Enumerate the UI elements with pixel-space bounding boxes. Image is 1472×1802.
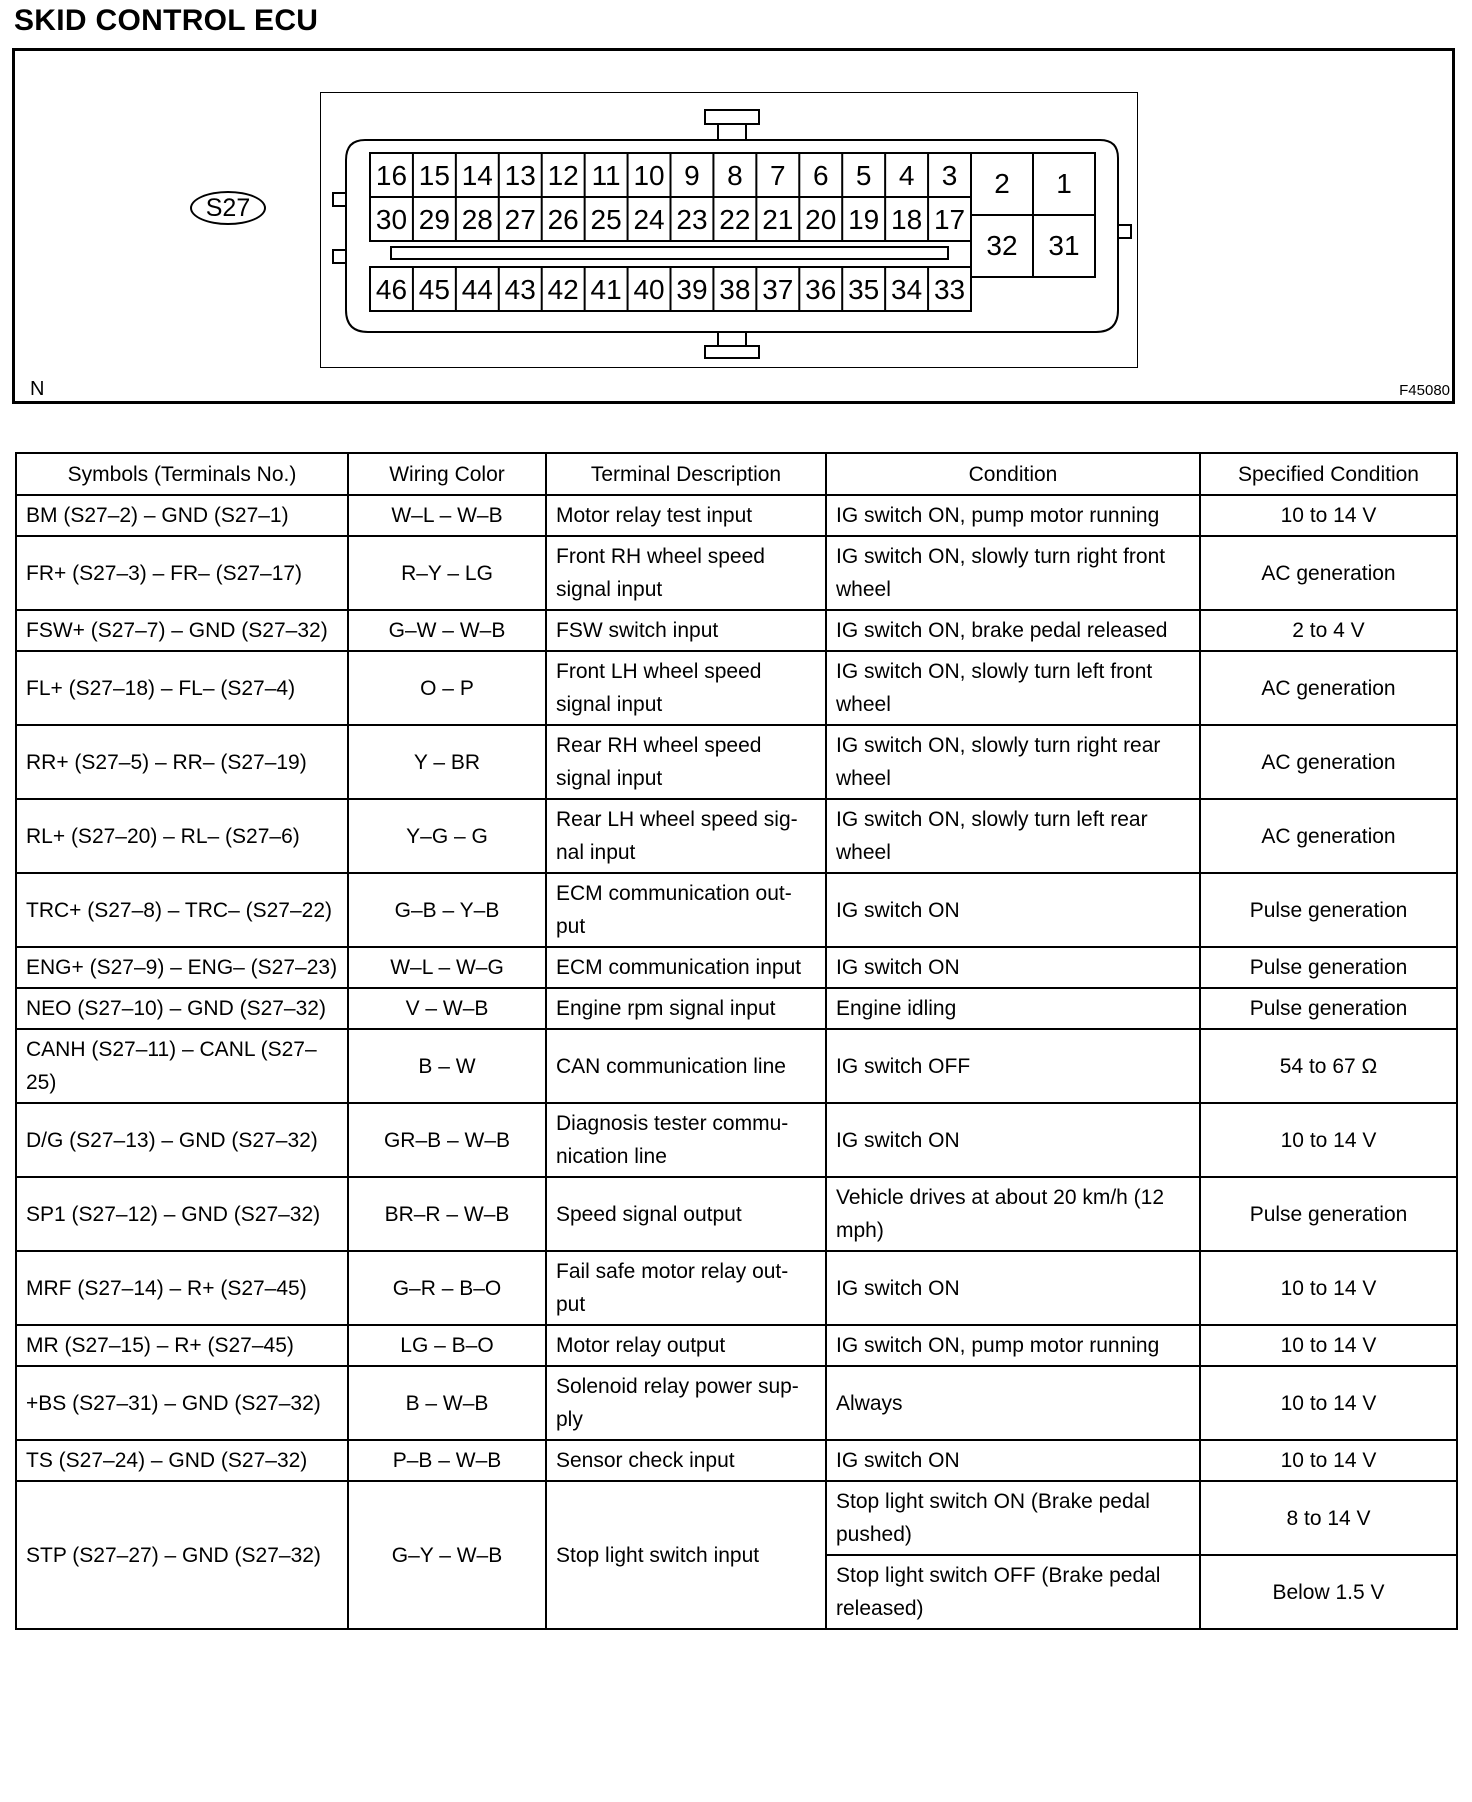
wiring-color-cell: V – W–B — [348, 988, 546, 1029]
left-tab — [333, 193, 346, 206]
wiring-color-cell: R–Y – LG — [348, 536, 546, 610]
pin-32: 32 — [986, 230, 1018, 261]
condition-cell: IG switch ON, brake pedal released — [826, 610, 1200, 651]
pin-14: 14 — [461, 160, 493, 191]
pin-37: 37 — [762, 274, 794, 305]
wiring-color-cell: GR–B – W–B — [348, 1103, 546, 1177]
connector-code-badge: S27 — [190, 191, 266, 225]
symbol-cell: NEO (S27–10) – GND (S27–32) — [16, 988, 348, 1029]
pin-22: 22 — [719, 204, 751, 235]
symbol-cell: MR (S27–15) – R+ (S27–45) — [16, 1325, 348, 1366]
pin-15: 15 — [418, 160, 450, 191]
pin-7: 7 — [770, 160, 786, 191]
pin-26: 26 — [547, 204, 579, 235]
pin-46: 46 — [375, 274, 408, 305]
table-row — [16, 495, 1457, 536]
description-cell: Speed signal output — [546, 1177, 826, 1251]
table-row — [16, 1103, 1457, 1177]
symbol-cell: RR+ (S27–5) – RR– (S27–19) — [16, 725, 348, 799]
table-row — [16, 1251, 1457, 1325]
pin-19: 19 — [848, 204, 880, 235]
wiring-color-cell: G–W – W–B — [348, 610, 546, 651]
wiring-color-cell: BR–R – W–B — [348, 1177, 546, 1251]
condition-cell: IG switch ON — [826, 947, 1200, 988]
description-cell: Rear RH wheel speed signal input — [546, 725, 826, 799]
condition-cell: Engine idling — [826, 988, 1200, 1029]
table-row — [16, 725, 1457, 799]
pin-35: 35 — [848, 274, 880, 305]
wiring-color-cell: G–Y – W–B — [348, 1481, 546, 1629]
pin-12: 12 — [547, 160, 579, 191]
pin-20: 20 — [805, 204, 837, 235]
specified-condition-cell: AC generation — [1200, 536, 1457, 610]
symbol-cell: SP1 (S27–12) – GND (S27–32) — [16, 1177, 348, 1251]
symbol-cell: FR+ (S27–3) – FR– (S27–17) — [16, 536, 348, 610]
description-cell: Front RH wheel speed signal input — [546, 536, 826, 610]
pin-31: 31 — [1048, 230, 1080, 261]
slot-bar — [391, 247, 948, 259]
condition-cell: IG switch ON, pump motor running — [826, 495, 1200, 536]
description-cell: ECM communication input — [546, 947, 826, 988]
table-row — [16, 1029, 1457, 1103]
top-latch — [705, 110, 759, 124]
condition-cell: IG switch ON, pump motor running — [826, 1325, 1200, 1366]
wiring-color-cell: G–B – Y–B — [348, 873, 546, 947]
pin-8: 8 — [727, 160, 743, 191]
symbol-cell: TS (S27–24) – GND (S27–32) — [16, 1440, 348, 1481]
wiring-color-cell: W–L – W–G — [348, 947, 546, 988]
description-cell: Motor relay output — [546, 1325, 826, 1366]
specified-condition-cell: 10 to 14 V — [1200, 1251, 1457, 1325]
pin-34: 34 — [891, 274, 923, 305]
wiring-color-cell: Y–G – G — [348, 799, 546, 873]
pin-42: 42 — [547, 274, 579, 305]
pin-43: 43 — [504, 274, 536, 305]
pin-30: 30 — [375, 204, 408, 235]
description-cell: Fail safe motor relay out-put — [546, 1251, 826, 1325]
frame-label: N — [30, 378, 45, 400]
header-condition: Condition — [826, 453, 1200, 495]
pin-6: 6 — [812, 160, 829, 191]
pin-24: 24 — [633, 204, 665, 235]
wiring-color-cell: LG – B–O — [348, 1325, 546, 1366]
wiring-color-cell: W–L – W–B — [348, 495, 546, 536]
table-row — [16, 651, 1457, 725]
pin-41: 41 — [590, 274, 622, 305]
pin-25: 25 — [590, 204, 622, 235]
symbol-cell: ENG+ (S27–9) – ENG– (S27–23) — [16, 947, 348, 988]
description-cell: Diagnosis tester commu-nication line — [546, 1103, 826, 1177]
pin-45: 45 — [418, 274, 450, 305]
wiring-color-cell: Y – BR — [348, 725, 546, 799]
symbol-cell: D/G (S27–13) – GND (S27–32) — [16, 1103, 348, 1177]
header-terminal-description: Terminal Description — [546, 453, 826, 495]
description-cell: Solenoid relay power sup-ply — [546, 1366, 826, 1440]
symbol-cell: FL+ (S27–18) – FL– (S27–4) — [16, 651, 348, 725]
specified-condition-cell: Pulse generation — [1200, 947, 1457, 988]
pin-21: 21 — [762, 204, 794, 235]
description-cell: Stop light switch input — [546, 1481, 826, 1629]
specified-condition-cell: 10 to 14 V — [1200, 1366, 1457, 1440]
table-row — [16, 1440, 1457, 1481]
condition-cell: IG switch ON, slowly turn left front wheel — [826, 651, 1200, 725]
symbol-cell: STP (S27–27) – GND (S27–32) — [16, 1481, 348, 1629]
pin-29: 29 — [418, 204, 450, 235]
specified-condition-cell: 10 to 14 V — [1200, 1103, 1457, 1177]
description-cell: FSW switch input — [546, 610, 826, 651]
wiring-color-cell: G–R – B–O — [348, 1251, 546, 1325]
specified-condition-cell: 8 to 14 V — [1200, 1481, 1457, 1555]
table-row — [16, 536, 1457, 610]
pin-36: 36 — [805, 274, 837, 305]
condition-cell: IG switch ON, slowly turn left rear wheel — [826, 799, 1200, 873]
pin-2: 2 — [994, 168, 1010, 199]
pin-9: 9 — [684, 160, 700, 191]
pin-3: 3 — [941, 160, 958, 191]
specified-condition-cell: AC generation — [1200, 799, 1457, 873]
specified-condition-cell: 2 to 4 V — [1200, 610, 1457, 651]
pin-16: 16 — [375, 160, 408, 191]
symbol-cell: RL+ (S27–20) – RL– (S27–6) — [16, 799, 348, 873]
table-row — [16, 873, 1457, 947]
pin-27: 27 — [504, 204, 536, 235]
pin-33: 33 — [933, 274, 966, 305]
header-specified-condition: Specified Condition — [1200, 453, 1457, 495]
condition-cell: Always — [826, 1366, 1200, 1440]
description-cell: Sensor check input — [546, 1440, 826, 1481]
table-row — [16, 988, 1457, 1029]
condition-cell: IG switch ON, slowly turn right front wheel — [826, 536, 1200, 610]
terminal-spec-table — [15, 452, 1458, 1630]
pin-10: 10 — [633, 160, 665, 191]
symbol-cell: BM (S27–2) – GND (S27–1) — [16, 495, 348, 536]
specified-condition-cell: AC generation — [1200, 651, 1457, 725]
pin-18: 18 — [891, 204, 923, 235]
table-row — [16, 1366, 1457, 1440]
symbol-cell: FSW+ (S27–7) – GND (S27–32) — [16, 610, 348, 651]
pin-17: 17 — [933, 204, 966, 235]
symbol-cell: +BS (S27–31) – GND (S27–32) — [16, 1366, 348, 1440]
table-row — [16, 1177, 1457, 1251]
condition-cell: Stop light switch ON (Brake pedal pushed) — [826, 1481, 1200, 1555]
table-row — [16, 610, 1457, 651]
description-cell: Rear LH wheel speed sig-nal input — [546, 799, 826, 873]
specified-condition-cell: Below 1.5 V — [1200, 1555, 1457, 1629]
symbol-cell: TRC+ (S27–8) – TRC– (S27–22) — [16, 873, 348, 947]
condition-cell: IG switch ON — [826, 873, 1200, 947]
condition-cell: IG switch ON — [826, 1440, 1200, 1481]
condition-cell: IG switch ON, slowly turn right rear wheel — [826, 725, 1200, 799]
table-row — [16, 799, 1457, 873]
specified-condition-cell: 10 to 14 V — [1200, 1440, 1457, 1481]
wiring-color-cell: O – P — [348, 651, 546, 725]
specified-condition-cell: Pulse generation — [1200, 988, 1457, 1029]
page-title: SKID CONTROL ECU — [14, 4, 319, 37]
pin-5: 5 — [855, 160, 872, 191]
header-wiring-color: Wiring Color — [348, 453, 546, 495]
table-header-row — [16, 453, 1457, 495]
pin-28: 28 — [461, 204, 493, 235]
pin-23: 23 — [676, 204, 708, 235]
condition-cell: IG switch OFF — [826, 1029, 1200, 1103]
specified-condition-cell: 10 to 14 V — [1200, 495, 1457, 536]
table-row — [16, 947, 1457, 988]
condition-cell: IG switch ON — [826, 1103, 1200, 1177]
pin-38: 38 — [719, 274, 751, 305]
pin-40: 40 — [633, 274, 665, 305]
header-symbols: Symbols (Terminals No.) — [16, 453, 348, 495]
pin-39: 39 — [676, 274, 708, 305]
wiring-color-cell: B – W — [348, 1029, 546, 1103]
specified-condition-cell: Pulse generation — [1200, 873, 1457, 947]
table-row — [16, 1481, 1457, 1555]
pin-1: 1 — [1056, 168, 1072, 199]
condition-cell: IG switch ON — [826, 1251, 1200, 1325]
description-cell: Front LH wheel speed signal input — [546, 651, 826, 725]
right-tab — [1118, 225, 1131, 238]
symbol-cell: CANH (S27–11) – CANL (S27–25) — [16, 1029, 348, 1103]
condition-cell: Stop light switch OFF (Brake pedal released) — [826, 1555, 1200, 1629]
bottom-latch — [718, 332, 746, 346]
description-cell: Motor relay test input — [546, 495, 826, 536]
pin-11: 11 — [591, 160, 621, 191]
wiring-color-cell: P–B – W–B — [348, 1440, 546, 1481]
specified-condition-cell: AC generation — [1200, 725, 1457, 799]
description-cell: Engine rpm signal input — [546, 988, 826, 1029]
symbol-cell: MRF (S27–14) – R+ (S27–45) — [16, 1251, 348, 1325]
condition-cell: Vehicle drives at about 20 km/h (12 mph) — [826, 1177, 1200, 1251]
wiring-color-cell: B – W–B — [348, 1366, 546, 1440]
pin-44: 44 — [461, 274, 493, 305]
description-cell: CAN communication line — [546, 1029, 826, 1103]
specified-condition-cell: 10 to 14 V — [1200, 1325, 1457, 1366]
description-cell: ECM communication out-put — [546, 873, 826, 947]
specified-condition-cell: Pulse generation — [1200, 1177, 1457, 1251]
table-row — [16, 1325, 1457, 1366]
pin-4: 4 — [898, 160, 915, 191]
figure-id: F45080 — [1399, 382, 1450, 399]
pin-13: 13 — [504, 160, 536, 191]
specified-condition-cell: 54 to 67 Ω — [1200, 1029, 1457, 1103]
